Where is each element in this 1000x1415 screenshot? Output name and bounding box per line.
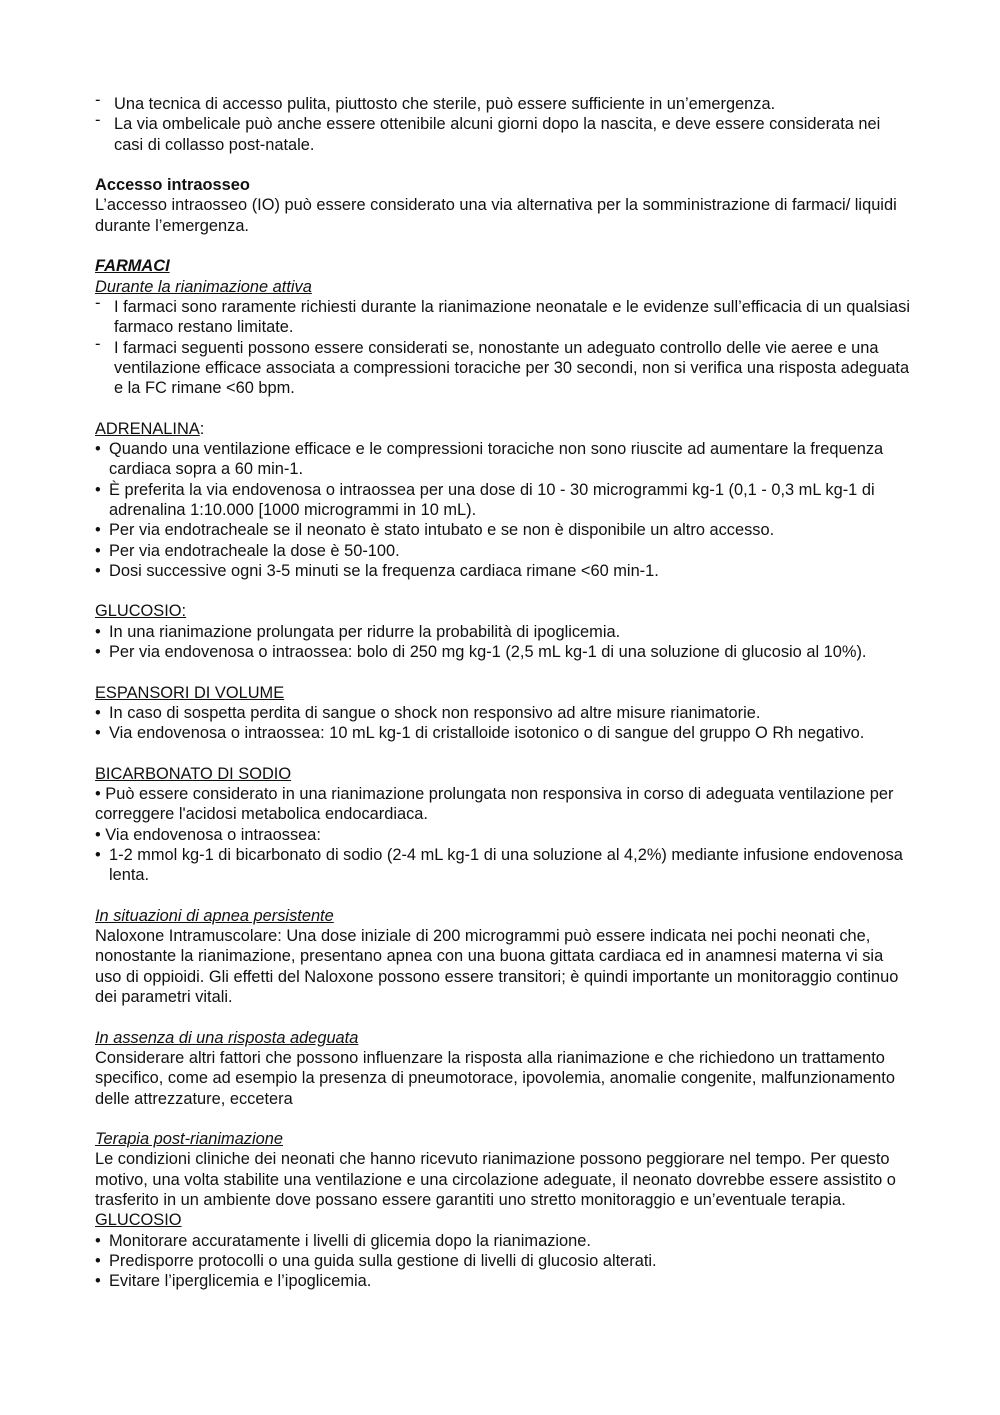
bullet-marker: • (95, 724, 101, 743)
bullet-marker: • (95, 561, 101, 580)
list-item (95, 1231, 910, 1251)
list-item (95, 723, 910, 743)
spacer (95, 236, 910, 256)
subsection-heading: In assenza di una risposta adeguata (95, 1028, 359, 1047)
paragraph: L’accesso intraosseo (IO) può essere considerato una via alternativa per la somministrazione di farmaci/ liquidi durante l’emergenza. (95, 196, 897, 235)
section-heading: GLUCOSIO (95, 1211, 182, 1230)
bullet-marker: • (95, 1231, 101, 1250)
bullet-marker: • (95, 541, 101, 560)
section-heading: FARMACI (95, 257, 170, 276)
list-item (95, 480, 910, 521)
list-item-text: Via endovenosa o intraossea: 10 mL kg-1 di cristalloide isotonico o di sangue del gruppo O Rh negativo. (109, 724, 865, 743)
bullet-marker: • (95, 1251, 101, 1270)
paragraph: • Può essere considerato in una rianimazione prolungata non responsiva in corso di adeguata ventilazione per correggere l'acidosi metabolica endocardiaca. (95, 785, 894, 824)
list-item-text: 1-2 mmol kg-1 di bicarbonato di sodio (2-4 mL kg-1 di una soluzione al 4,2%) mediante infusione endovenosa lenta. (109, 845, 903, 885)
list-item (95, 1271, 910, 1291)
list-item-text: È preferita la via endovenosa o intraossea per una dose di 10 - 30 microgrammi kg-1 (0,1 - 0,3 mL kg-1 di adrenalina 1:10.000 [1000 microgrammi in 10 mL). (109, 480, 875, 519)
subsection-heading: Durante la rianimazione attiva (95, 277, 312, 296)
list-item (95, 561, 910, 581)
paragraph: • Via endovenosa o intraossea: (95, 825, 321, 844)
document-page (95, 91, 910, 1292)
list-item (95, 91, 910, 114)
list-item-text: In una rianimazione prolungata per ridurre la probabilità di ipoglicemia. (109, 622, 621, 641)
dash-marker: - (95, 293, 101, 312)
list-item-text: I farmaci sono raramente richiesti durante la rianimazione neonatale e le evidenze sull’efficacia di un qualsiasi farmaco restano limitate. (114, 297, 910, 337)
list-item-text: Per via endovenosa o intraossea: bolo di 250 mg kg-1 (2,5 mL kg-1 di una soluzione di glucosio al 10%). (109, 643, 867, 662)
list-item (95, 845, 910, 886)
list-item (95, 293, 910, 338)
list-item-text: Dosi successive ogni 3-5 minuti se la frequenza cardiaca rimane <60 min-1. (109, 561, 659, 580)
list-item-text: Monitorare accuratamente i livelli di glicemia dopo la rianimazione. (109, 1231, 591, 1250)
list-item-text: Per via endotracheale se il neonato è stato intubato e se non è disponibile un altro accesso. (109, 521, 775, 540)
list-item-text: I farmaci seguenti possono essere considerati se, nonostante un adeguato controllo delle vie aeree e una ventilazione efficace associata a compressioni toraciche per 30 secondi, non si verifica una risposta adeguata e la FC rimane <60 bpm. (114, 338, 910, 398)
spacer (95, 155, 910, 175)
bullet-marker: • (95, 622, 101, 641)
list-item (95, 642, 910, 662)
list-item-text: Predisporre protocolli o una guida sulla gestione di livelli di glucosio alterati. (109, 1251, 657, 1270)
list-item (95, 1251, 910, 1271)
list-item-text: La via ombelicale può anche essere ottenibile alcuni giorni dopo la nascita, e deve essere considerata nei casi di collasso post-natale. (114, 115, 881, 154)
section-heading: Accesso intraosseo (95, 176, 250, 195)
list-item (95, 703, 910, 723)
list-item (95, 439, 910, 480)
paragraph: Naloxone Intramuscolare: Una dose iniziale di 200 microgrammi può essere indicata nei pochi neonati che, nonostante la rianimazione, presentano apnea con una buona gittata cardiaca ed in anamnesi materna vi sia uso di oppioidi. Gli effetti del Naloxone possono essere transitori; è quindi importante un monitoraggio continuo dei parametri vitali. (95, 927, 899, 1007)
subsection-heading: In situazioni di apnea persistente (95, 906, 334, 925)
list-item (95, 541, 910, 561)
list-item (95, 520, 910, 540)
spacer (95, 662, 910, 682)
bullet-marker: • (95, 1272, 101, 1291)
list-item-text: Per via endotracheale la dose è 50-100. (109, 541, 400, 560)
list-item-text: Una tecnica di accesso pulita, piuttosto che sterile, può essere sufficiente in un’emergenza. (114, 95, 776, 113)
heading-colon: : (199, 419, 205, 438)
subsection-heading: Terapia post-rianimazione (95, 1130, 283, 1149)
dash-marker: - (95, 334, 101, 353)
dash-marker: - (95, 91, 101, 109)
bullet-marker: • (95, 521, 101, 540)
spacer (95, 581, 910, 601)
spacer (95, 1109, 910, 1129)
list-item (95, 334, 910, 399)
spacer (95, 398, 910, 418)
paragraph: Le condizioni cliniche dei neonati che hanno ricevuto rianimazione possono peggiorare nel tempo. Per questo motivo, una volta stabilite una ventilazione e una circolazione adeguate, il neonato dovrebbe essere assistito o trasferito in un ambiente dove possano essere garantiti uno stretto monitoraggio e un’eventuale terapia. (95, 1150, 896, 1210)
spacer (95, 886, 910, 906)
list-item (95, 622, 910, 642)
section-heading: BICARBONATO DI SODIO (95, 764, 292, 783)
section-heading: GLUCOSIO: (95, 602, 187, 621)
bullet-marker: • (95, 440, 101, 459)
section-heading: ESPANSORI DI VOLUME (95, 683, 285, 702)
heading-text: ADRENALINA (95, 419, 200, 438)
bullet-marker: • (95, 480, 101, 499)
section-heading (95, 419, 910, 439)
dash-marker: - (95, 111, 101, 130)
bullet-marker: • (95, 703, 101, 722)
bullet-marker: • (95, 643, 101, 662)
spacer (95, 1007, 910, 1027)
list-item (95, 111, 910, 155)
list-item-text: In caso di sospetta perdita di sangue o shock non responsivo ad altre misure rianimatorie. (109, 703, 761, 722)
spacer (95, 744, 910, 764)
list-item-text: Evitare l’iperglicemia e l’ipoglicemia. (109, 1272, 372, 1291)
list-item-text: Quando una ventilazione efficace e le compressioni toraciche non sono riuscite ad aumentare la frequenza cardiaca sopra a 60 min-1. (109, 440, 884, 479)
paragraph: Considerare altri fattori che possono influenzare la risposta alla rianimazione e che richiedono un trattamento specifico, come ad esempio la presenza di pneumotorace, ipovolemia, anomalie congenite, malfunzionamento delle attrezzature, eccetera (95, 1048, 895, 1108)
bullet-marker: • (95, 845, 101, 864)
